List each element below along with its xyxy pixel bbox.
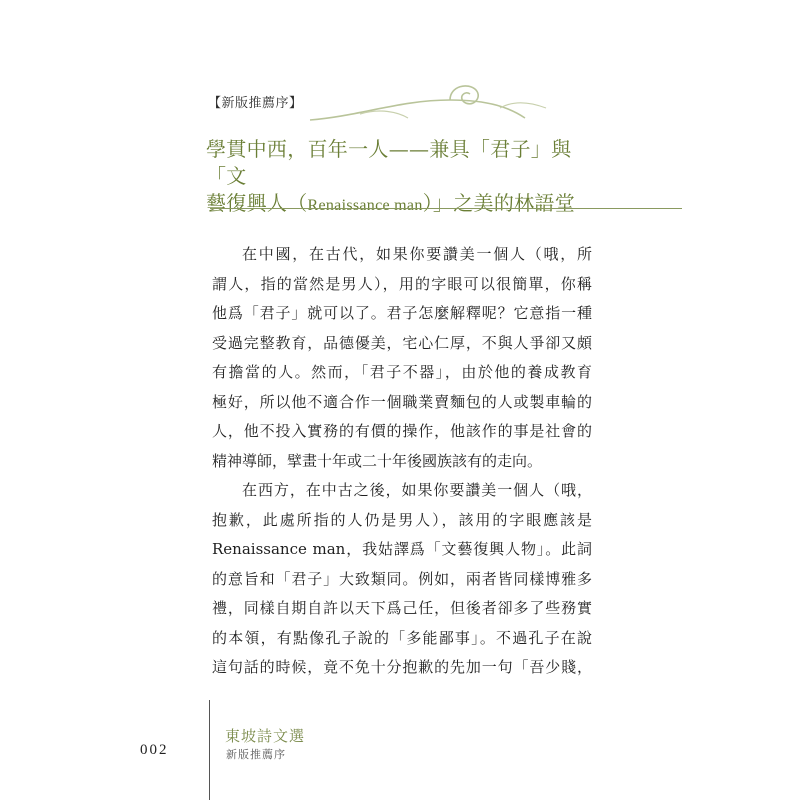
text-line: 謂人，指的當然是男人），用的字眼可以很簡單，你稱 [212, 274, 592, 293]
text-line: 他爲「君子」就可以了。君子怎麼解釋呢？它意指一種 [212, 304, 592, 322]
text-line: 的本領，有點像孔子說的「多能鄙事」。不過孔子在說 [212, 628, 592, 647]
body-text [212, 240, 592, 683]
text-line: 極好，所以他不適合作一個職業賣麵包的人或製車輪的 [212, 392, 592, 411]
page-number: 002 [140, 742, 169, 758]
title-line-2 [206, 190, 606, 219]
running-book-title: 東坡詩文選 [225, 727, 306, 745]
text-line: 精神導師，擘畫十年或二十年後國族該有的走向。 [212, 451, 543, 470]
section-label: 【新版推薦序】 [208, 96, 303, 111]
running-section-title: 新版推薦序 [226, 748, 286, 761]
text-line: 在中國，在古代，如果你要讚美一個人（哦，所 [242, 245, 592, 263]
text-line: 的意旨和「君子」大致類同。例如，兩者皆同樣博雅多 [212, 569, 592, 588]
paragraph-1 [212, 240, 592, 476]
paragraph-2 [212, 476, 592, 683]
title-line-2-prefix: 藝復興人（ [206, 191, 308, 215]
text-line: 人，他不投入實務的有價的操作，他該作的事是社會的 [212, 422, 592, 440]
text-line: 有擔當的人。然而，「君子不器」，由於他的養成教育 [212, 363, 592, 381]
text-line: 禮，同樣自期自許以天下爲己任，但後者卻多了些務實 [212, 599, 592, 617]
text-line: Renaissance man，我姑譯爲「文藝復興人物」。此詞 [212, 540, 592, 558]
flourish-ornament-icon [300, 78, 560, 138]
title-divider [210, 208, 682, 209]
title-line-2-suffix: ）」之美的林語堂 [422, 191, 576, 215]
title-line-2-latin: Renaissance man [307, 197, 423, 214]
text-line: 抱歉，此處所指的人仍是男人），該用的字眼應該是 [212, 510, 592, 529]
title-line-1: 學貫中西，百年一人——兼具「君子」與「文 [206, 137, 572, 188]
text-line: 受過完整教育，品德優美，宅心仁厚，不與人爭卻又頗 [212, 333, 592, 352]
footer-divider [209, 700, 210, 800]
text-line: 這句話的時候，竟不免十分抱歉的先加一句「吾少賤， [212, 658, 592, 676]
page-title [206, 136, 606, 219]
text-line: 在西方，在中古之後，如果你要讚美一個人（哦， [242, 481, 592, 499]
